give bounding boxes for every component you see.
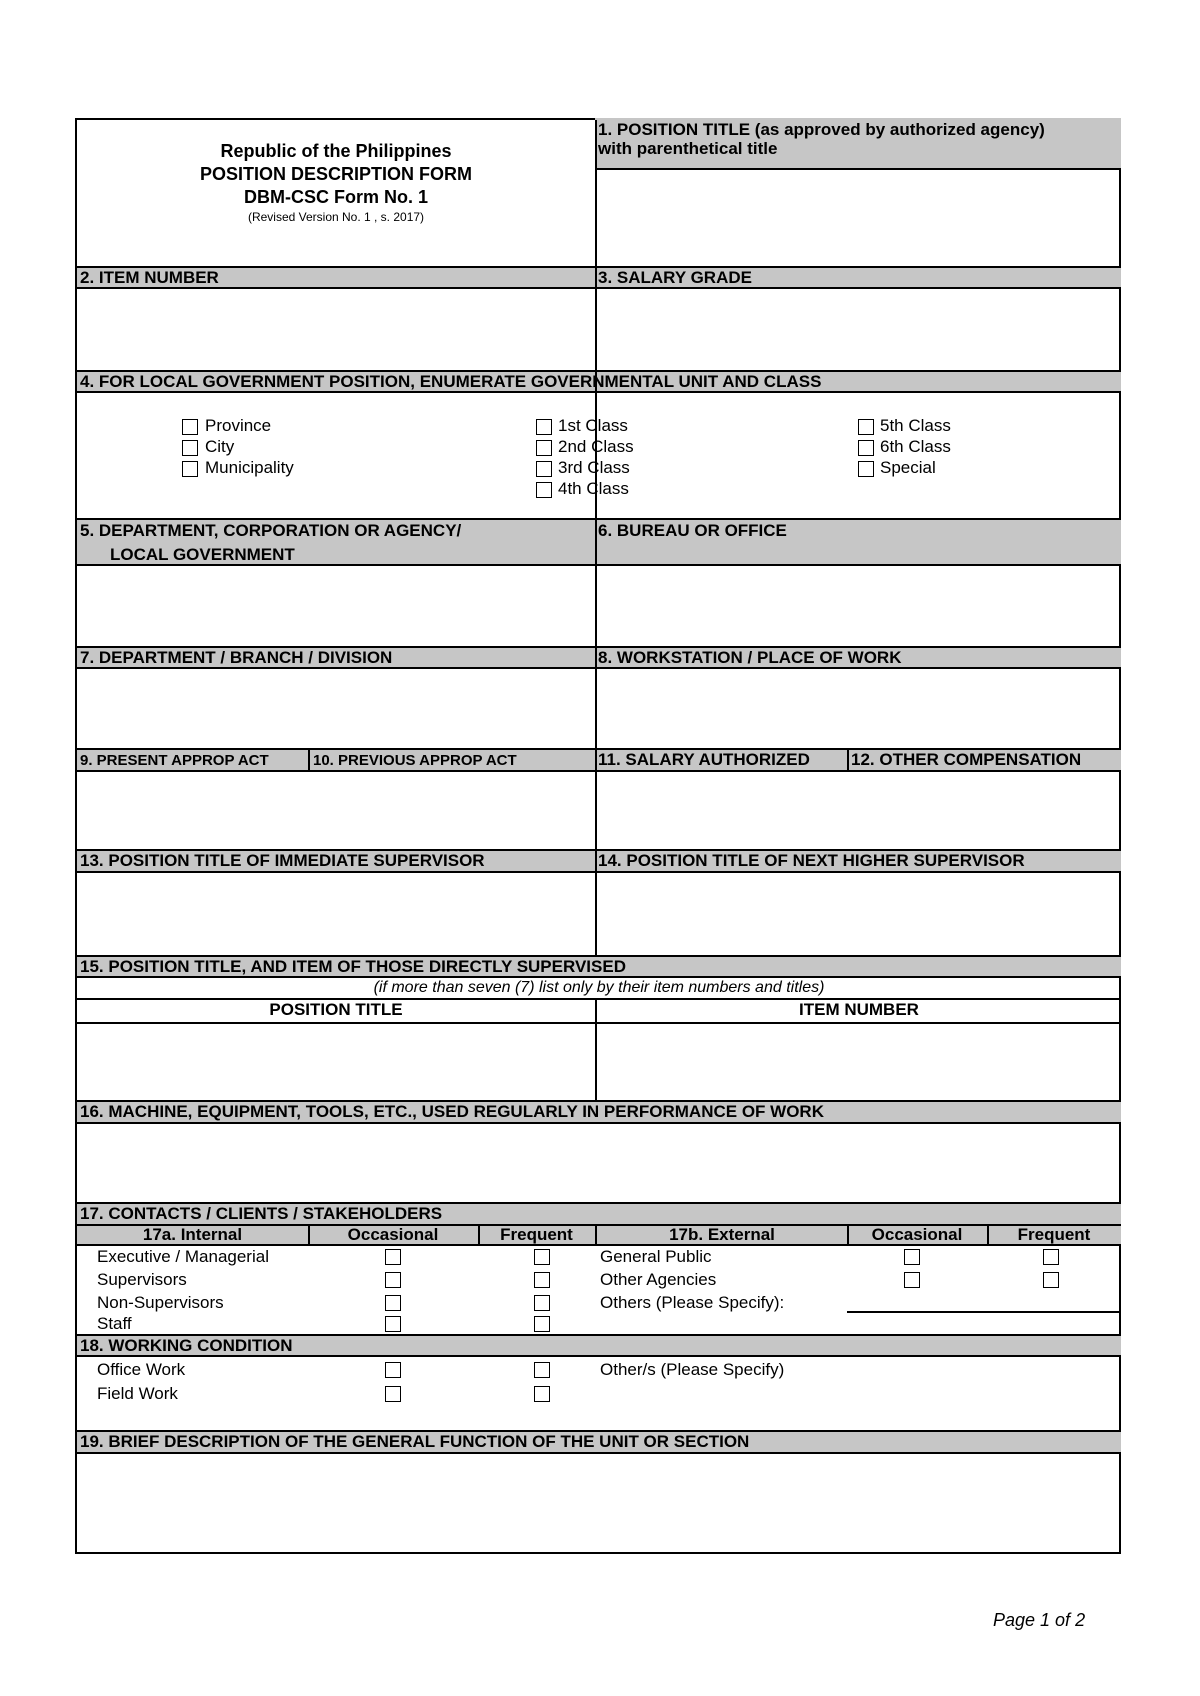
internal-executive-frequent-checkbox[interactable] xyxy=(534,1249,550,1265)
internal-supervisors-occasional-checkbox[interactable] xyxy=(385,1272,401,1288)
field-19-header: 19. BRIEF DESCRIPTION OF THE GENERAL FUNCTION OF THE UNIT OR SECTION xyxy=(77,1430,1121,1454)
class-5th-label: 5th Class xyxy=(880,416,951,435)
internal-executive-occasional-checkbox[interactable] xyxy=(385,1249,401,1265)
form-revision: (Revised Version No. 1 , s. 2017) xyxy=(247,210,425,224)
class-3rd-checkbox[interactable] xyxy=(536,461,552,477)
form-title-block xyxy=(77,140,595,225)
office-work-frequent-checkbox[interactable] xyxy=(534,1362,550,1378)
class-4th-checkbox[interactable] xyxy=(536,482,552,498)
class-5th-checkbox[interactable] xyxy=(858,419,874,435)
field-15-header: 15. POSITION TITLE, AND ITEM OF THOSE DIRECTLY SUPERVISED xyxy=(77,955,1121,978)
field-15-col-position-title: POSITION TITLE xyxy=(269,1000,403,1019)
immediate-supervisor-input[interactable] xyxy=(77,873,595,953)
field-1-sublabel: with parenthetical title xyxy=(598,139,778,158)
external-agencies-frequent-checkbox[interactable] xyxy=(1043,1272,1059,1288)
internal-occasional-label: Occasional xyxy=(347,1225,439,1244)
municipality-checkbox[interactable] xyxy=(182,461,198,477)
internal-supervisors-frequent-checkbox[interactable] xyxy=(534,1272,550,1288)
field-2-label: 2. ITEM NUMBER xyxy=(80,268,219,287)
item-number-input[interactable] xyxy=(77,289,595,369)
field-6-label: 6. BUREAU OR OFFICE xyxy=(598,521,787,540)
internal-staff-label: Staff xyxy=(97,1314,132,1333)
internal-executive-label: Executive / Managerial xyxy=(97,1247,269,1266)
office-work-occasional-checkbox[interactable] xyxy=(385,1362,401,1378)
general-function-input[interactable] xyxy=(77,1454,1121,1552)
working-other-label: Other/s (Please Specify) xyxy=(600,1360,785,1379)
internal-nonsupervisors-label: Non-Supervisors xyxy=(97,1293,224,1312)
field-18-header: 18. WORKING CONDITION xyxy=(77,1334,1121,1357)
field-3-label: 3. SALARY GRADE xyxy=(598,268,752,287)
internal-nonsupervisors-occasional-checkbox[interactable] xyxy=(385,1295,401,1311)
appropriation-act-input[interactable] xyxy=(77,772,595,850)
field-12-label: 12. OTHER COMPENSATION xyxy=(851,750,1082,769)
class-6th-label: 6th Class xyxy=(880,437,951,456)
supervised-position-title-input[interactable] xyxy=(77,1024,595,1100)
field-16-header: 16. MACHINE, EQUIPMENT, TOOLS, ETC., USED REGULARLY IN PERFORMANCE OF WORK xyxy=(77,1100,1121,1124)
external-occasional-label: Occasional xyxy=(871,1225,963,1244)
external-column-label: 17b. External xyxy=(669,1225,775,1244)
field-9-label: 9. PRESENT APPROP ACT xyxy=(80,752,269,769)
class-6th-checkbox[interactable] xyxy=(858,440,874,456)
class-1st-label: 1st Class xyxy=(558,416,628,435)
class-2nd-checkbox[interactable] xyxy=(536,440,552,456)
city-checkbox[interactable] xyxy=(182,440,198,456)
field-14-label: 14. POSITION TITLE OF NEXT HIGHER SUPERVISOR xyxy=(598,851,1025,870)
department-agency-input[interactable] xyxy=(77,566,595,644)
division-input[interactable] xyxy=(77,669,595,747)
external-agencies-occasional-checkbox[interactable] xyxy=(904,1272,920,1288)
next-higher-supervisor-input[interactable] xyxy=(597,873,1121,953)
field-1-header xyxy=(595,118,1121,170)
province-label: Province xyxy=(205,416,272,435)
field-15-note: (if more than seven (7) list only by their item numbers and titles) xyxy=(373,979,825,996)
field-13-label: 13. POSITION TITLE OF IMMEDIATE SUPERVISOR xyxy=(80,851,485,870)
field-1-label: 1. POSITION TITLE (as approved by authorized agency) xyxy=(598,120,1045,139)
internal-staff-frequent-checkbox[interactable] xyxy=(534,1316,550,1332)
municipality-label: Municipality xyxy=(205,458,294,477)
field-work-label: Field Work xyxy=(97,1384,178,1403)
class-2nd-label: 2nd Class xyxy=(558,437,634,456)
page-number: Page 1 of 2 xyxy=(993,1610,1086,1630)
supervised-item-number-input[interactable] xyxy=(597,1024,1121,1100)
field-5-label: 5. DEPARTMENT, CORPORATION OR AGENCY/ xyxy=(80,521,462,540)
field-11-label: 11. SALARY AUTHORIZED xyxy=(598,750,810,769)
class-4th-label: 4th Class xyxy=(558,479,629,498)
bureau-office-input[interactable] xyxy=(597,566,1121,644)
field-4-header: 4. FOR LOCAL GOVERNMENT POSITION, ENUMERATE GOVERNMENTAL UNIT AND CLASS xyxy=(77,370,1121,393)
field-work-frequent-checkbox[interactable] xyxy=(534,1386,550,1402)
external-others-specify-line[interactable] xyxy=(847,1311,1121,1313)
salary-grade-input[interactable] xyxy=(597,289,1121,369)
field-7-label: 7. DEPARTMENT / BRANCH / DIVISION xyxy=(80,648,393,667)
field-15-col-item-number: ITEM NUMBER xyxy=(799,1000,919,1019)
workstation-input[interactable] xyxy=(597,669,1121,747)
external-public-occasional-checkbox[interactable] xyxy=(904,1249,920,1265)
office-work-label: Office Work xyxy=(97,1360,186,1379)
class-special-label: Special xyxy=(880,458,936,477)
field-8-label: 8. WORKSTATION / PLACE OF WORK xyxy=(598,648,902,667)
position-description-form xyxy=(75,118,1121,1554)
external-public-frequent-checkbox[interactable] xyxy=(1043,1249,1059,1265)
internal-supervisors-label: Supervisors xyxy=(97,1270,187,1289)
form-number: DBM-CSC Form No. 1 xyxy=(244,187,428,207)
class-1st-checkbox[interactable] xyxy=(536,419,552,435)
class-special-checkbox[interactable] xyxy=(858,461,874,477)
city-label: City xyxy=(205,437,235,456)
external-frequent-label: Frequent xyxy=(1017,1225,1091,1244)
internal-staff-occasional-checkbox[interactable] xyxy=(385,1316,401,1332)
external-general-public-label: General Public xyxy=(600,1247,712,1266)
class-3rd-label: 3rd Class xyxy=(558,458,630,477)
position-title-input[interactable] xyxy=(597,170,1121,266)
field-17-header: 17. CONTACTS / CLIENTS / STAKEHOLDERS xyxy=(77,1202,1121,1224)
external-other-agencies-label: Other Agencies xyxy=(600,1270,717,1289)
country-title: Republic of the Philippines xyxy=(220,141,452,161)
field-work-occasional-checkbox[interactable] xyxy=(385,1386,401,1402)
internal-nonsupervisors-frequent-checkbox[interactable] xyxy=(534,1295,550,1311)
field-10-label: 10. PREVIOUS APPROP ACT xyxy=(313,752,517,769)
internal-column-label: 17a. Internal xyxy=(142,1225,243,1244)
external-others-label: Others (Please Specify): xyxy=(600,1293,785,1312)
salary-compensation-input[interactable] xyxy=(597,772,1121,850)
internal-frequent-label: Frequent xyxy=(500,1225,573,1244)
province-checkbox[interactable] xyxy=(182,419,198,435)
field-5-sublabel: LOCAL GOVERNMENT xyxy=(110,545,295,564)
form-name: POSITION DESCRIPTION FORM xyxy=(199,164,472,184)
equipment-tools-input[interactable] xyxy=(77,1124,1121,1200)
